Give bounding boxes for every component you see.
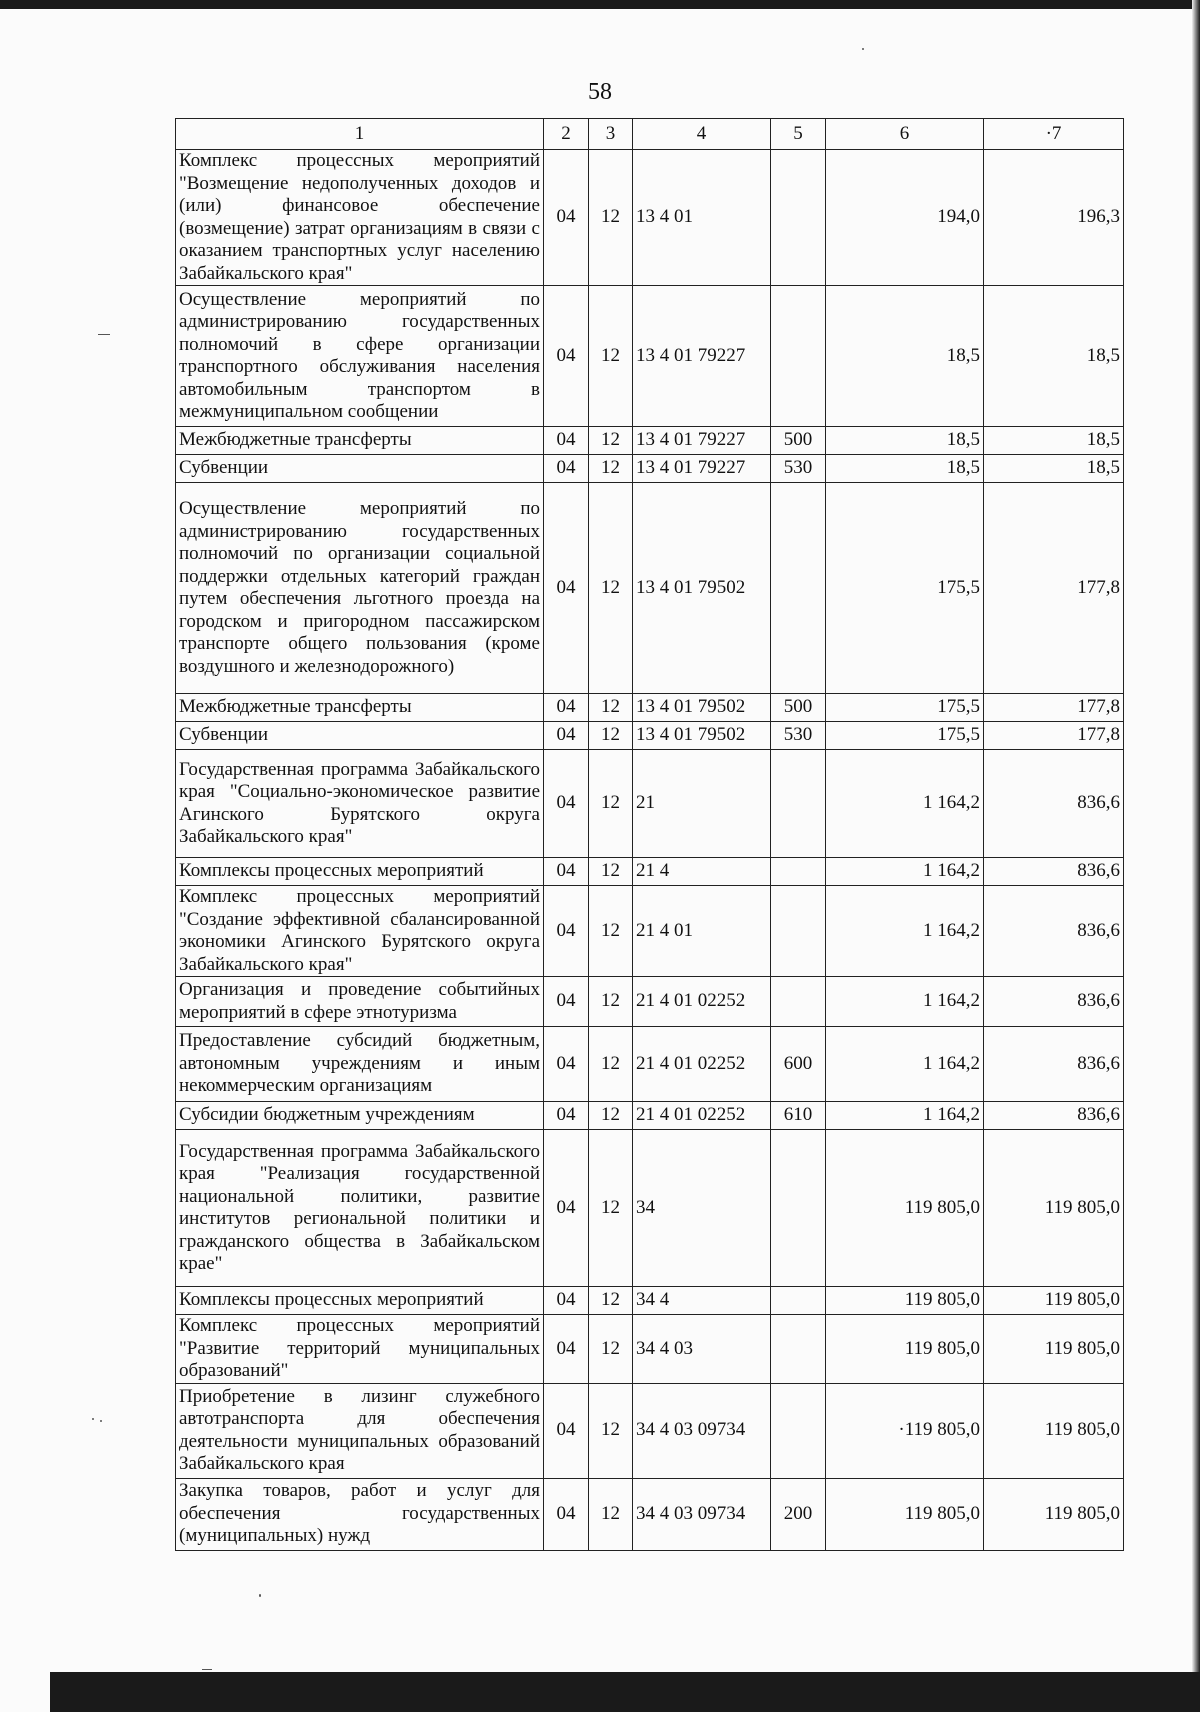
subsection-code: 12	[589, 1478, 633, 1550]
amount-col-6: 1 164,2	[826, 977, 984, 1027]
amount-col-6: 175,5	[826, 694, 984, 722]
target-article-code: 13 4 01 79227	[633, 455, 771, 483]
amount-col-7: 836,6	[984, 886, 1124, 977]
table-row	[176, 694, 1124, 722]
budget-table	[175, 118, 1124, 1551]
amount-col-7: 18,5	[984, 286, 1124, 427]
target-article-code: 13 4 01 79502	[633, 694, 771, 722]
amount-col-6: 1 164,2	[826, 886, 984, 977]
row-description: Субвенции	[176, 455, 544, 483]
row-description: Осуществление мероприятий по администрированию государственных полномочий по организации социальной поддержки отдельных категорий граждан путем обеспечения льготного проезда на городском и пригородном пассажирском транспорте общего пользования (кроме воздушного и железнодорожного)	[176, 483, 544, 694]
amount-col-7: 18,5	[984, 455, 1124, 483]
section-code: 04	[544, 286, 589, 427]
expense-type-code	[771, 150, 826, 286]
expense-type-code	[771, 286, 826, 427]
table-row	[176, 1027, 1124, 1102]
scan-speck	[98, 334, 110, 335]
row-description: Межбюджетные трансферты	[176, 694, 544, 722]
amount-col-7: 119 805,0	[984, 1315, 1124, 1384]
amount-col-7: 836,6	[984, 1102, 1124, 1130]
scan-speck	[202, 1669, 212, 1670]
row-description: Комплекс процессных мероприятий "Развитие территорий муниципальных образований"	[176, 1315, 544, 1384]
expense-type-code: 530	[771, 455, 826, 483]
page-number: 58	[588, 79, 612, 105]
amount-col-6: 119 805,0	[826, 1315, 984, 1384]
amount-col-7: 18,5	[984, 427, 1124, 455]
target-article-code: 13 4 01	[633, 150, 771, 286]
table-row	[176, 1315, 1124, 1384]
amount-col-7: 177,8	[984, 722, 1124, 750]
expense-type-code	[771, 1287, 826, 1315]
scan-speck	[92, 1418, 94, 1420]
section-code: 04	[544, 427, 589, 455]
header-cell-4: 4	[633, 119, 771, 150]
amount-col-6: 194,0	[826, 150, 984, 286]
subsection-code: 12	[589, 483, 633, 694]
subsection-code: 12	[589, 1027, 633, 1102]
section-code: 04	[544, 1287, 589, 1315]
amount-col-6: 1 164,2	[826, 858, 984, 886]
scan-border-bottom	[50, 1672, 1200, 1712]
table-row	[176, 977, 1124, 1027]
expense-type-code: 500	[771, 427, 826, 455]
expense-type-code: 200	[771, 1478, 826, 1550]
subsection-code: 12	[589, 286, 633, 427]
amount-col-6: 1 164,2	[826, 750, 984, 858]
row-description: Государственная программа Забайкальского края "Социально-экономическое развитие Агинского Бурятского округа Забайкальского края"	[176, 750, 544, 858]
subsection-code: 12	[589, 886, 633, 977]
section-code: 04	[544, 483, 589, 694]
section-code: 04	[544, 977, 589, 1027]
row-description: Комплекс процессных мероприятий "Создание эффективной сбалансированной экономики Агинского Бурятского округа Забайкальского края"	[176, 886, 544, 977]
table-row	[176, 750, 1124, 858]
target-article-code: 34 4	[633, 1287, 771, 1315]
subsection-code: 12	[589, 750, 633, 858]
amount-col-6: 18,5	[826, 286, 984, 427]
amount-col-6: 1 164,2	[826, 1102, 984, 1130]
subsection-code: 12	[589, 858, 633, 886]
row-description: Приобретение в лизинг служебного автотранспорта для обеспечения деятельности муниципальных образований Забайкальского края	[176, 1383, 544, 1478]
table-row	[176, 1102, 1124, 1130]
section-code: 04	[544, 1315, 589, 1384]
amount-col-6: 119 805,0	[826, 1130, 984, 1287]
amount-col-7: 836,6	[984, 750, 1124, 858]
expense-type-code	[771, 483, 826, 694]
row-description: Осуществление мероприятий по администрированию государственных полномочий в сфере организации транспортного обслуживания населения автомобильным транспортом в межмуниципальном сообщении	[176, 286, 544, 427]
expense-type-code	[771, 1383, 826, 1478]
header-row	[176, 119, 1124, 150]
amount-col-6: 1 164,2	[826, 1027, 984, 1102]
target-article-code: 21	[633, 750, 771, 858]
scan-speck	[259, 1594, 261, 1597]
header-cell-1: 1	[176, 119, 544, 150]
target-article-code: 13 4 01 79227	[633, 427, 771, 455]
expense-type-code	[771, 858, 826, 886]
row-description: Государственная программа Забайкальского края "Реализация государственной национальной политики, развитие институтов региональной политики и гражданского общества в Забайкальском крае"	[176, 1130, 544, 1287]
header-cell-6: 6	[826, 119, 984, 150]
table-row	[176, 858, 1124, 886]
expense-type-code	[771, 977, 826, 1027]
table-row	[176, 286, 1124, 427]
amount-col-7: 119 805,0	[984, 1478, 1124, 1550]
table-row	[176, 1478, 1124, 1550]
table-row	[176, 1383, 1124, 1478]
section-code: 04	[544, 150, 589, 286]
subsection-code: 12	[589, 455, 633, 483]
table-row	[176, 150, 1124, 286]
section-code: 04	[544, 694, 589, 722]
amount-col-7: 177,8	[984, 483, 1124, 694]
table-row	[176, 886, 1124, 977]
header-cell-3: 3	[589, 119, 633, 150]
subsection-code: 12	[589, 1130, 633, 1287]
section-code: 04	[544, 886, 589, 977]
expense-type-code: 610	[771, 1102, 826, 1130]
expense-type-code: 500	[771, 694, 826, 722]
amount-col-7: 836,6	[984, 858, 1124, 886]
target-article-code: 34	[633, 1130, 771, 1287]
row-description: Закупка товаров, работ и услуг для обеспечения государственных (муниципальных) нужд	[176, 1478, 544, 1550]
table-row	[176, 427, 1124, 455]
amount-col-7: 119 805,0	[984, 1130, 1124, 1287]
section-code: 04	[544, 1027, 589, 1102]
row-description: Комплекс процессных мероприятий "Возмещение недополученных доходов и (или) финансовое обеспечение (возмещение) затрат организациям в связи с оказанием транспортных услуг населению Забайкальского края"	[176, 150, 544, 286]
table-row	[176, 455, 1124, 483]
scan-speck	[862, 48, 864, 50]
row-description: Комплексы процессных мероприятий	[176, 858, 544, 886]
target-article-code: 21 4 01	[633, 886, 771, 977]
subsection-code: 12	[589, 722, 633, 750]
amount-col-7: 119 805,0	[984, 1287, 1124, 1315]
expense-type-code	[771, 886, 826, 977]
row-description: Субвенции	[176, 722, 544, 750]
row-description: Предоставление субсидий бюджетным, автономным учреждениям и иным некоммерческим организациям	[176, 1027, 544, 1102]
header-cell-5: 5	[771, 119, 826, 150]
target-article-code: 21 4 01 02252	[633, 977, 771, 1027]
subsection-code: 12	[589, 1102, 633, 1130]
subsection-code: 12	[589, 977, 633, 1027]
target-article-code: 21 4	[633, 858, 771, 886]
amount-col-6: ·119 805,0	[826, 1383, 984, 1478]
row-description: Комплексы процессных мероприятий	[176, 1287, 544, 1315]
target-article-code: 21 4 01 02252	[633, 1027, 771, 1102]
amount-col-7: 177,8	[984, 694, 1124, 722]
section-code: 04	[544, 722, 589, 750]
expense-type-code	[771, 750, 826, 858]
table-row	[176, 1130, 1124, 1287]
amount-col-6: 175,5	[826, 722, 984, 750]
target-article-code: 13 4 01 79502	[633, 483, 771, 694]
section-code: 04	[544, 455, 589, 483]
subsection-code: 12	[589, 694, 633, 722]
table-body	[176, 150, 1124, 1551]
target-article-code: 13 4 01 79227	[633, 286, 771, 427]
target-article-code: 34 4 03	[633, 1315, 771, 1384]
amount-col-6: 175,5	[826, 483, 984, 694]
target-article-code: 34 4 03 09734	[633, 1478, 771, 1550]
header-cell-7: ·7	[984, 119, 1124, 150]
section-code: 04	[544, 858, 589, 886]
expense-type-code: 530	[771, 722, 826, 750]
scan-border-right	[1192, 0, 1200, 1712]
amount-col-6: 18,5	[826, 427, 984, 455]
subsection-code: 12	[589, 427, 633, 455]
amount-col-6: 119 805,0	[826, 1478, 984, 1550]
subsection-code: 12	[589, 1315, 633, 1384]
table-row	[176, 1287, 1124, 1315]
section-code: 04	[544, 750, 589, 858]
row-description: Субсидии бюджетным учреждениям	[176, 1102, 544, 1130]
subsection-code: 12	[589, 1383, 633, 1478]
target-article-code: 34 4 03 09734	[633, 1383, 771, 1478]
header-cell-2: 2	[544, 119, 589, 150]
row-description: Организация и проведение событийных мероприятий в сфере этнотуризма	[176, 977, 544, 1027]
section-code: 04	[544, 1130, 589, 1287]
target-article-code: 13 4 01 79502	[633, 722, 771, 750]
amount-col-7: 836,6	[984, 977, 1124, 1027]
subsection-code: 12	[589, 1287, 633, 1315]
table-row	[176, 483, 1124, 694]
amount-col-7: 196,3	[984, 150, 1124, 286]
expense-type-code	[771, 1315, 826, 1384]
amount-col-7: 836,6	[984, 1027, 1124, 1102]
expense-type-code	[771, 1130, 826, 1287]
row-description: Межбюджетные трансферты	[176, 427, 544, 455]
target-article-code: 21 4 01 02252	[633, 1102, 771, 1130]
section-code: 04	[544, 1102, 589, 1130]
subsection-code: 12	[589, 150, 633, 286]
amount-col-7: 119 805,0	[984, 1383, 1124, 1478]
table-row	[176, 722, 1124, 750]
section-code: 04	[544, 1478, 589, 1550]
section-code: 04	[544, 1383, 589, 1478]
amount-col-6: 18,5	[826, 455, 984, 483]
amount-col-6: 119 805,0	[826, 1287, 984, 1315]
expense-type-code: 600	[771, 1027, 826, 1102]
scan-border-top	[0, 0, 1200, 9]
scan-speck	[100, 1420, 102, 1422]
